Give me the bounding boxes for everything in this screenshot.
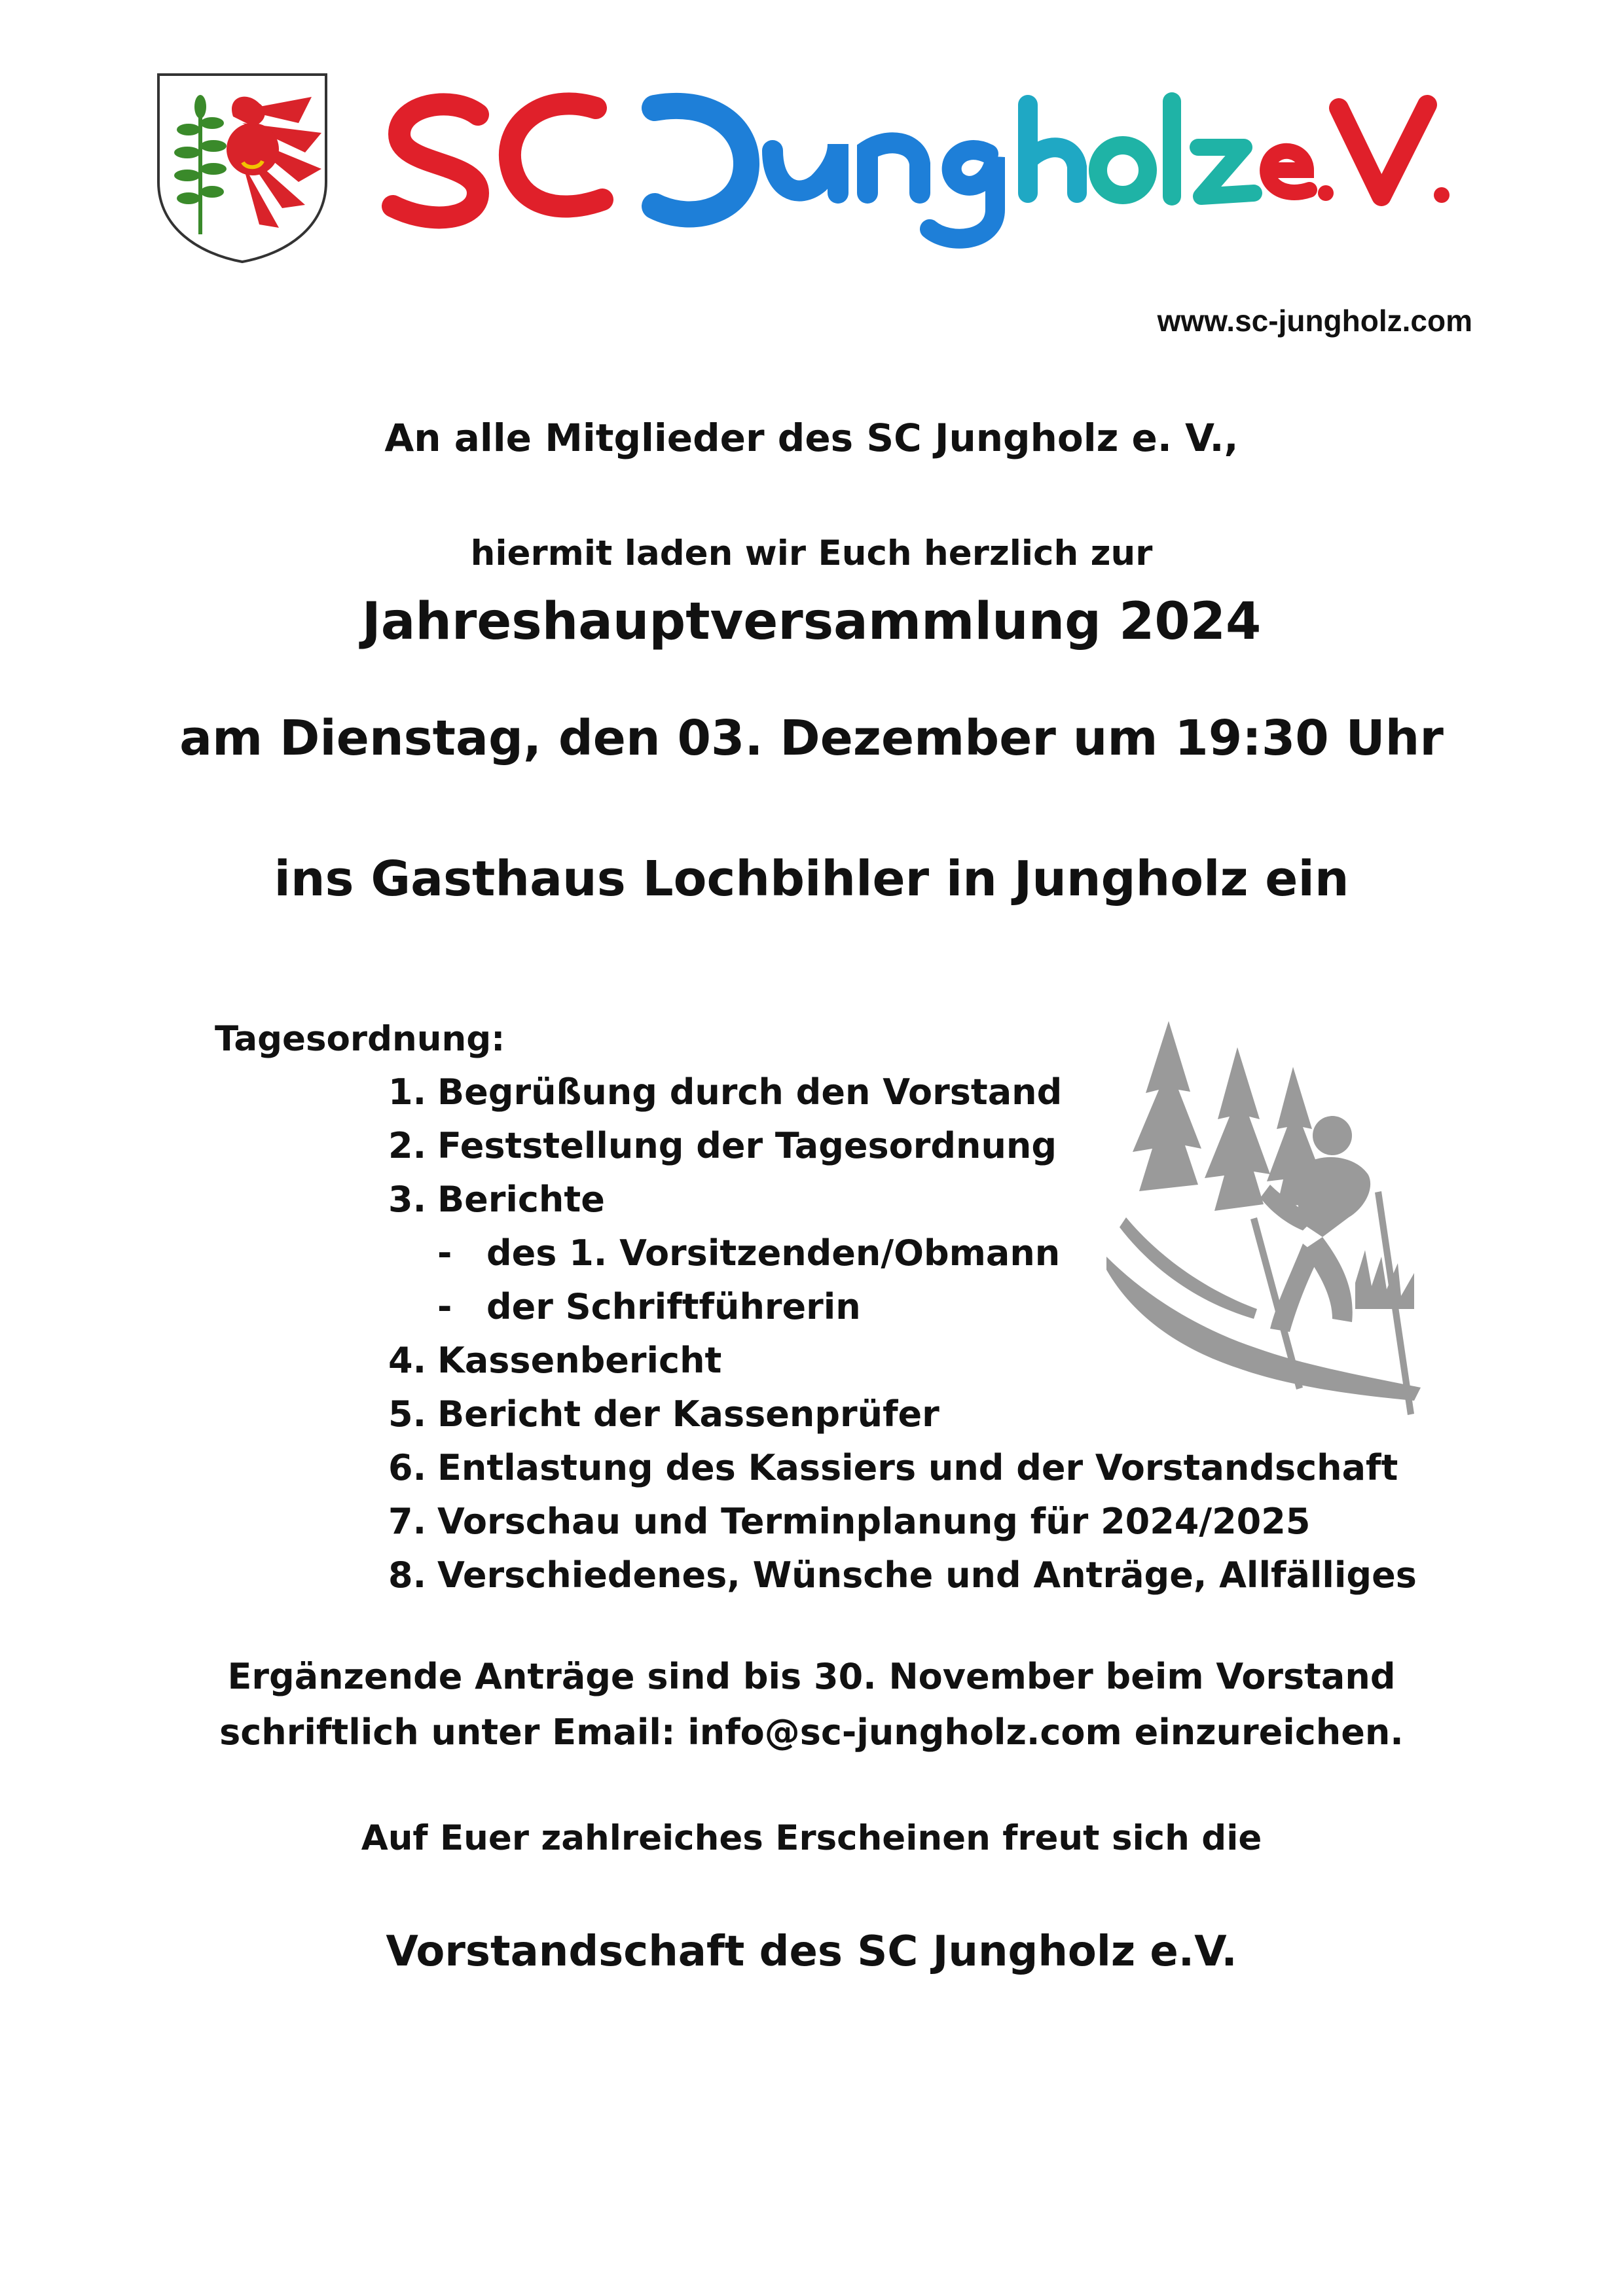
agenda-item-number: 1. bbox=[388, 1071, 427, 1113]
agenda-heading: Tagesordnung: bbox=[215, 1019, 505, 1059]
agenda-subitem-text: der Schriftführerin bbox=[486, 1286, 861, 1327]
skier-silhouette-icon bbox=[1106, 1021, 1434, 1427]
club-logo bbox=[380, 79, 1453, 255]
agenda-item-number: 2. bbox=[388, 1125, 427, 1166]
agenda-item-number: 6. bbox=[388, 1447, 427, 1488]
agenda-item bbox=[388, 1549, 1417, 1602]
website-url: www.sc-jungholz.com bbox=[1157, 304, 1472, 338]
agenda-item-text: Vorschau und Terminplanung für 2024/2025 bbox=[437, 1501, 1311, 1542]
agenda-item bbox=[388, 1495, 1417, 1549]
agenda-item-text: Berichte bbox=[437, 1179, 605, 1220]
agenda-item-number: 4. bbox=[388, 1340, 427, 1381]
event-date: am Dienstag, den 03. Dezember um 19:30 Uhr bbox=[179, 710, 1444, 766]
agenda-item bbox=[388, 1441, 1417, 1495]
agenda-subitem-dash: - bbox=[437, 1286, 452, 1327]
intro-line: hiermit laden wir Euch herzlich zur bbox=[470, 533, 1153, 573]
closing-line: Auf Euer zahlreiches Erscheinen freut sich die bbox=[361, 1818, 1262, 1858]
agenda-item-text: Kassenbericht bbox=[437, 1340, 722, 1381]
agenda-item-text: Begrüßung durch den Vorstand bbox=[437, 1071, 1063, 1113]
event-title: Jahreshauptversammlung 2024 bbox=[361, 592, 1262, 651]
signature: Vorstandschaft des SC Jungholz e.V. bbox=[386, 1928, 1237, 1976]
agenda-item-number: 3. bbox=[388, 1179, 427, 1220]
agenda-item-text: Entlastung des Kassiers und der Vorstandschaft bbox=[437, 1447, 1398, 1488]
greeting: An alle Mitglieder des SC Jungholz e. V., bbox=[384, 416, 1239, 460]
agenda-item-number: 8. bbox=[388, 1554, 427, 1596]
note-line-2: schriftlich unter Email: info@sc-jungholz.com einzureichen. bbox=[219, 1712, 1404, 1753]
agenda-item-number: 5. bbox=[388, 1393, 427, 1435]
event-place: ins Gasthaus Lochbihler in Jungholz ein bbox=[274, 851, 1349, 907]
coat-of-arms-icon bbox=[155, 71, 330, 264]
agenda-subitem-dash: - bbox=[437, 1232, 452, 1274]
agenda-item-number: 7. bbox=[388, 1501, 427, 1542]
agenda-item-text: Verschiedenes, Wünsche und Anträge, Allfälliges bbox=[437, 1554, 1417, 1596]
agenda-subitem-text: des 1. Vorsitzenden/Obmann bbox=[486, 1232, 1061, 1274]
agenda-item-text: Feststellung der Tagesordnung bbox=[437, 1125, 1057, 1166]
note-line-1: Ergänzende Anträge sind bis 30. November beim Vorstand bbox=[227, 1656, 1396, 1697]
agenda-item-text: Bericht der Kassenprüfer bbox=[437, 1393, 939, 1435]
